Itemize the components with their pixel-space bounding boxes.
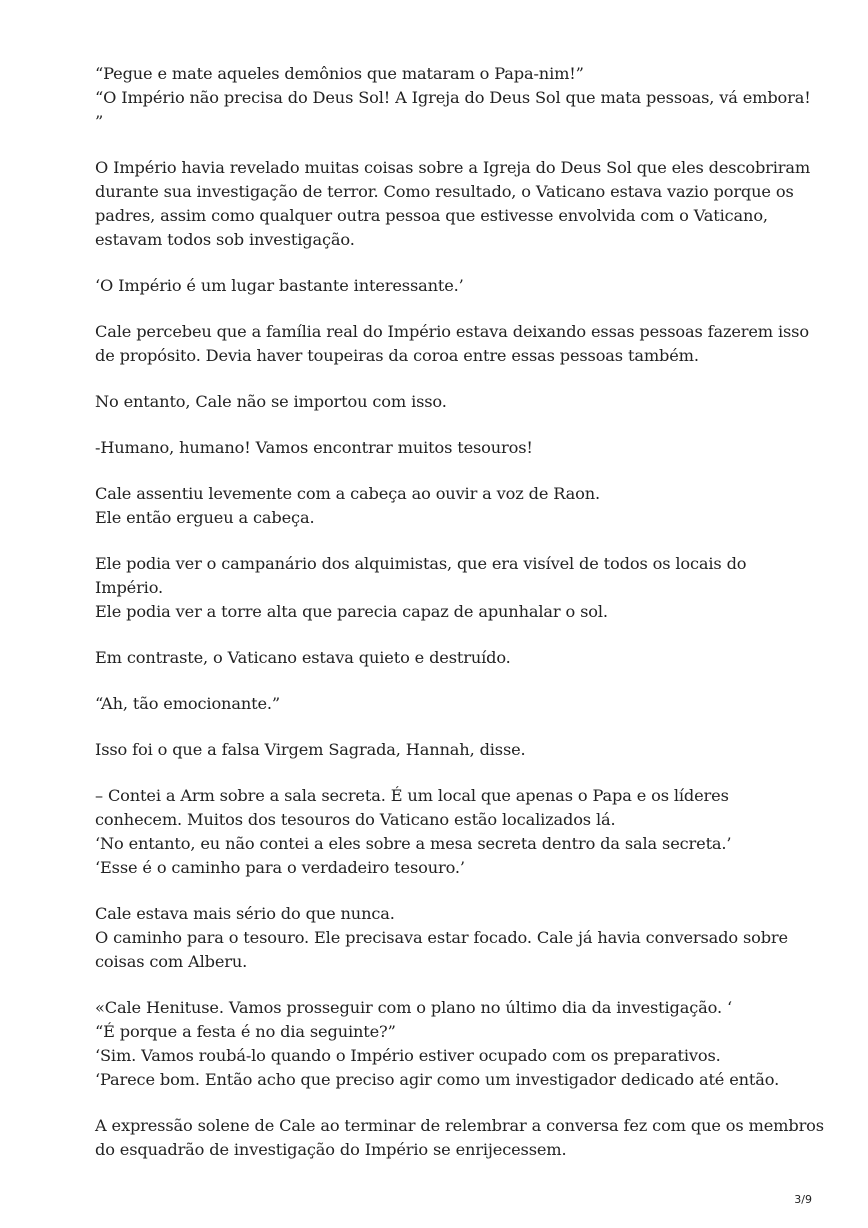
text-line: durante sua investigação de terror. Como resultado, o Vaticano estava vazio porque os <box>95 182 794 201</box>
paragraph <box>95 1114 824 1162</box>
text-line: – Contei a Arm sobre a sala secreta. É um local que apenas o Papa e os líderes <box>95 786 729 805</box>
text-line: padres, assim como qualquer outra pessoa que estivesse envolvida com o Vaticano, <box>95 206 768 225</box>
text-line: A expressão solene de Cale ao terminar de relembrar a conversa fez com que os membros <box>95 1116 824 1135</box>
text-line: Ele então ergueu a cabeça. <box>95 508 315 527</box>
document-body <box>95 62 824 1184</box>
text-line: estavam todos sob investigação. <box>95 230 355 249</box>
text-line: -Humano, humano! Vamos encontrar muitos tesouros! <box>95 438 533 457</box>
text-line: ‘Sim. Vamos roubá-lo quando o Império estiver ocupado com os preparativos. <box>95 1046 721 1065</box>
text-line: “Ah, tão emocionante.” <box>95 694 281 713</box>
text-line: ” <box>95 112 104 131</box>
paragraph <box>95 996 790 1092</box>
text-line: Cale estava mais sério do que nunca. <box>95 904 395 923</box>
page-number: 3/9 <box>794 1193 812 1206</box>
text-line: «Cale Henituse. Vamos prosseguir com o plano no último dia da investigação. ‘ <box>95 998 732 1017</box>
paragraph <box>95 156 811 252</box>
text-line: No entanto, Cale não se importou com isso. <box>95 392 447 411</box>
text-line: ‘No entanto, eu não contei a eles sobre a mesa secreta dentro da sala secreta.’ <box>95 834 732 853</box>
text-line: Ele podia ver o campanário dos alquimistas, que era visível de todos os locais do <box>95 554 747 573</box>
text-line: conhecem. Muitos dos tesouros do Vaticano estão localizados lá. <box>95 810 616 829</box>
paragraph <box>95 738 790 762</box>
paragraph <box>95 436 790 460</box>
text-line: Cale percebeu que a família real do Império estava deixando essas pessoas fazerem isso <box>95 322 809 341</box>
text-line: “O Império não precisa do Deus Sol! A Igreja do Deus Sol que mata pessoas, vá embora! <box>95 88 811 107</box>
paragraph <box>95 62 811 134</box>
text-line: do esquadrão de investigação do Império se enrijecessem. <box>95 1140 567 1159</box>
paragraph <box>95 320 809 368</box>
text-line: O caminho para o tesouro. Ele precisava estar focado. Cale já havia conversado sobre <box>95 928 788 947</box>
text-line: Ele podia ver a torre alta que parecia capaz de apunhalar o sol. <box>95 602 608 621</box>
paragraph <box>95 784 790 880</box>
paragraph <box>95 482 790 530</box>
text-line: “Pegue e mate aqueles demônios que mataram o Papa-nim!” <box>95 64 584 83</box>
text-line: coisas com Alberu. <box>95 952 248 971</box>
paragraph <box>95 390 790 414</box>
paragraph <box>95 646 790 670</box>
text-line: O Império havia revelado muitas coisas sobre a Igreja do Deus Sol que eles descobriram <box>95 158 811 177</box>
paragraph <box>95 902 790 974</box>
text-line: ‘Parece bom. Então acho que preciso agir como um investigador dedicado até então. <box>95 1070 780 1089</box>
text-line: Cale assentiu levemente com a cabeça ao ouvir a voz de Raon. <box>95 484 601 503</box>
text-line: Em contraste, o Vaticano estava quieto e destruído. <box>95 648 511 667</box>
text-line: “É porque a festa é no dia seguinte?” <box>95 1022 396 1041</box>
paragraph <box>95 552 790 624</box>
paragraph <box>95 274 790 298</box>
text-line: Isso foi o que a falsa Virgem Sagrada, Hannah, disse. <box>95 740 526 759</box>
text-line: de propósito. Devia haver toupeiras da coroa entre essas pessoas também. <box>95 346 699 365</box>
text-line: Império. <box>95 578 164 597</box>
text-line: ‘Esse é o caminho para o verdadeiro tesouro.’ <box>95 858 465 877</box>
text-line: ‘O Império é um lugar bastante interessante.’ <box>95 276 464 295</box>
paragraph <box>95 692 790 716</box>
